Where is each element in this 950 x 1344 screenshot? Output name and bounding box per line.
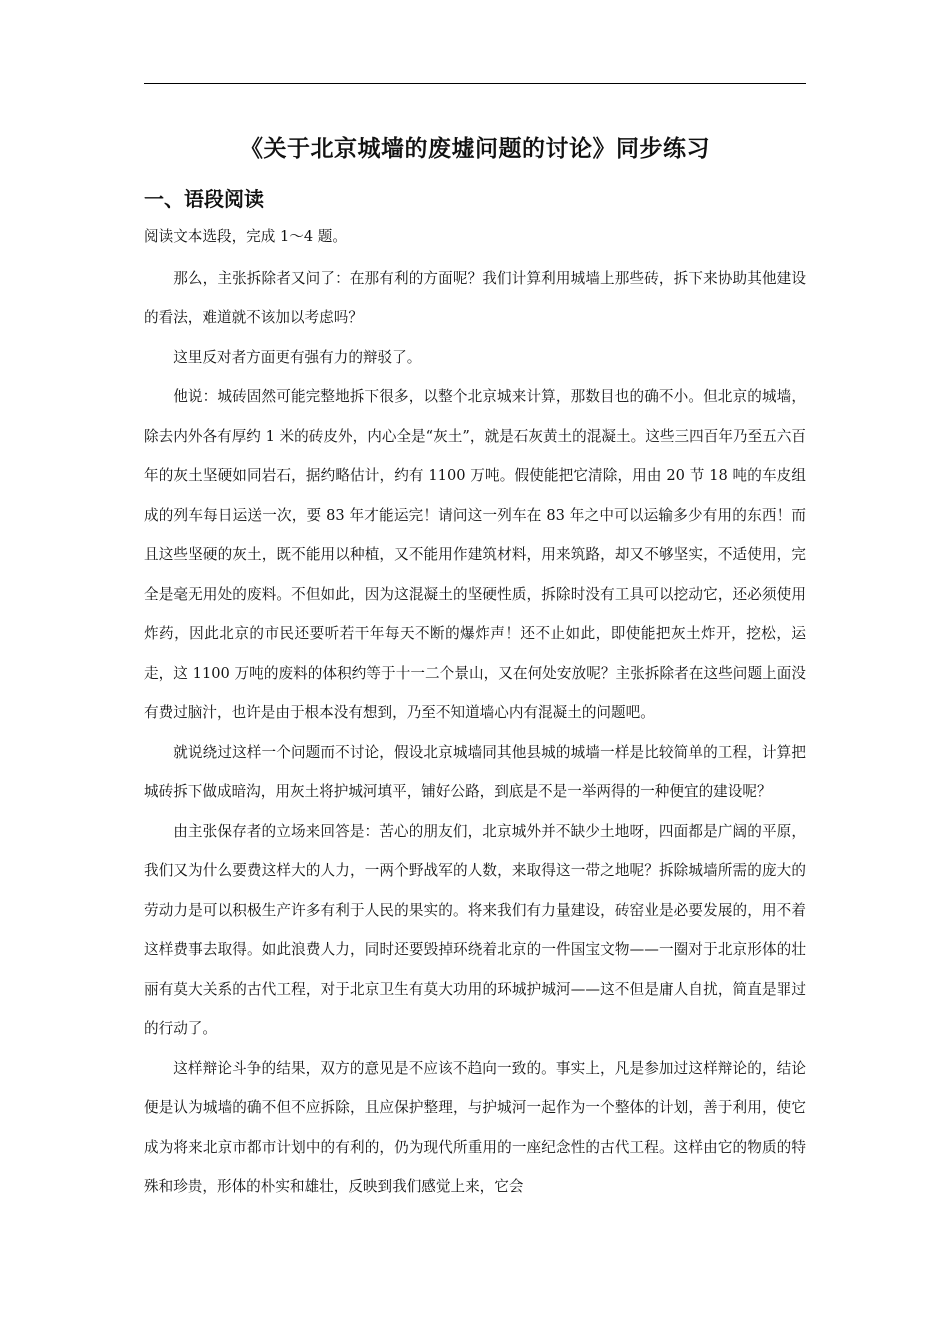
paragraph-1: 那么，主张拆除者又问了：在那有利的方面呢？我们计算利用城墙上那些砖，拆下来协助其他建设的看法，难道就不该加以考虑吗？	[144, 269, 806, 326]
paragraph-3: 他说：城砖固然可能完整地拆下很多，以整个北京城来计算，那数目也的确不小。但北京的城墙，除去内外各有厚约 1 米的砖皮外，内心全是“灰土”，就是石灰黄土的混凝土。这些三四百年乃至五六百年的灰土坚硬如同岩石，据约略估计，约有 1100 万吨。假使能把它清除，用由 20 节 18 吨的车皮组成的列车每日运送一次，要 83 年才能运完！请问这一列车在 83 年之中可以运输多少有用的东西！而且这些坚硬的灰土，既不能用以种植，又不能用作建筑材料，用来筑路，却又不够坚实，不适使用，完全是毫无用处的废料。不但如此，因为这混凝土的坚硬性质，拆除时没有工具可以挖动它，还必须使用炸药，因此北京的市民还要听若干年每天不断的爆炸声！还不止如此，即使能把灰土炸开，挖松，运走，这 1100 万吨的废料的体积约等于十一二个景山，又在何处安放呢？主张拆除者在这些问题上面没有费过脑汁，也许是由于根本没有想到，乃至不知道墙心内有混凝土的问题吧。	[144, 388, 806, 721]
reading-passage	[144, 224, 806, 1207]
instruction-text: 阅读文本选段，完成 1～4 题。	[144, 228, 347, 245]
paragraph-2: 这里反对者方面更有强有力的辩驳了。	[173, 348, 422, 366]
header-rule	[144, 83, 806, 84]
paragraph-4: 就说绕过这样一个问题而不讨论，假设北京城墙同其他县城的城墙一样是比较简单的工程，计算把城砖拆下做成暗沟，用灰土将护城河填平，铺好公路，到底是不是一举两得的一种便宜的建设呢？	[144, 743, 806, 800]
document-title: 《关于北京城墙的废墟问题的讨论》同步练习	[240, 136, 710, 162]
paragraph-6: 这样辩论斗争的结果，双方的意见是不应该不趋向一致的。事实上，凡是参加过这样辩论的，结论便是认为城墙的确不但不应拆除，且应保护整理，与护城河一起作为一个整体的计划，善于利用，使它成为将来北京市都市计划中的有利的，仍为现代所重用的一座纪念性的古代工程。这样由它的物质的特殊和珍贵，形体的朴实和雄壮，反映到我们感觉上来，它会	[144, 1059, 806, 1195]
section-heading: 一、语段阅读	[144, 187, 264, 211]
paragraph-5: 由主张保存者的立场来回答是：苦心的朋友们，北京城外并不缺少土地呀，四面都是广阔的平原，我们又为什么要费这样大的人力，一两个野战军的人数，来取得这一带之地呢？拆除城墙所需的庞大的劳动力是可以积极生产许多有利于人民的果实的。将来我们有力量建设，砖窑业是必要发展的，用不着这样费事去取得。如此浪费人力，同时还要毁掉环绕着北京的一件国宝文物——一圈对于北京形体的壮丽有莫大关系的古代工程，对于北京卫生有莫大功用的环城护城河——这不但是庸人自扰，简直是罪过的行动了。	[144, 822, 806, 1037]
